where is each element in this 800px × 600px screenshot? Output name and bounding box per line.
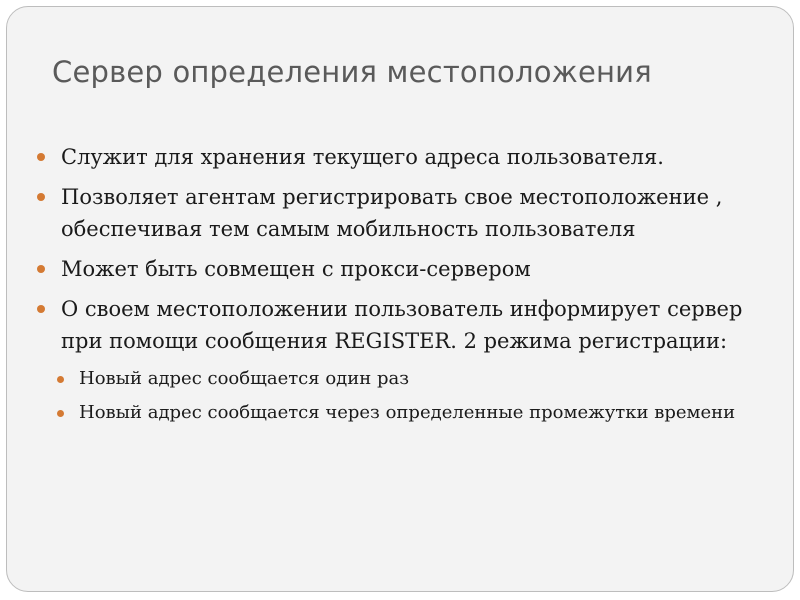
sub-bullet-section <box>57 365 777 427</box>
bullet-dot-icon <box>57 376 64 383</box>
sub-bullet-text: Новый адрес сообщается один раз <box>79 368 410 389</box>
sub-bullet-list <box>57 365 777 427</box>
slide-title: Сервер определения местоположения <box>52 55 652 89</box>
bullet-dot-icon <box>37 305 45 313</box>
bullet-text: Позволяет агентам регистрировать свое местоположение , обеспечивая тем самым мобильность пользователя <box>61 185 723 241</box>
sub-bullet-item <box>57 399 777 427</box>
slide <box>6 6 794 592</box>
bullet-list <box>37 141 777 357</box>
sub-bullet-item <box>57 365 777 393</box>
bullet-item <box>37 253 777 285</box>
bullet-dot-icon <box>37 193 45 201</box>
bullet-item <box>37 293 777 357</box>
bullet-dot-icon <box>37 265 45 273</box>
bullet-item <box>37 181 777 245</box>
bullet-text: Может быть совмещен с прокси-сервером <box>61 257 531 281</box>
bullet-text: Служит для хранения текущего адреса пользователя. <box>61 145 664 169</box>
bullet-text: О своем местоположении пользователь информирует сервер при помощи сообщения REGISTER. 2 режима регистрации: <box>61 297 743 353</box>
bullet-dot-icon <box>37 153 45 161</box>
slide-content <box>37 141 777 433</box>
sub-bullet-text: Новый адрес сообщается через определенные промежутки времени <box>79 402 736 423</box>
bullet-dot-icon <box>57 410 64 417</box>
bullet-item <box>37 141 777 173</box>
